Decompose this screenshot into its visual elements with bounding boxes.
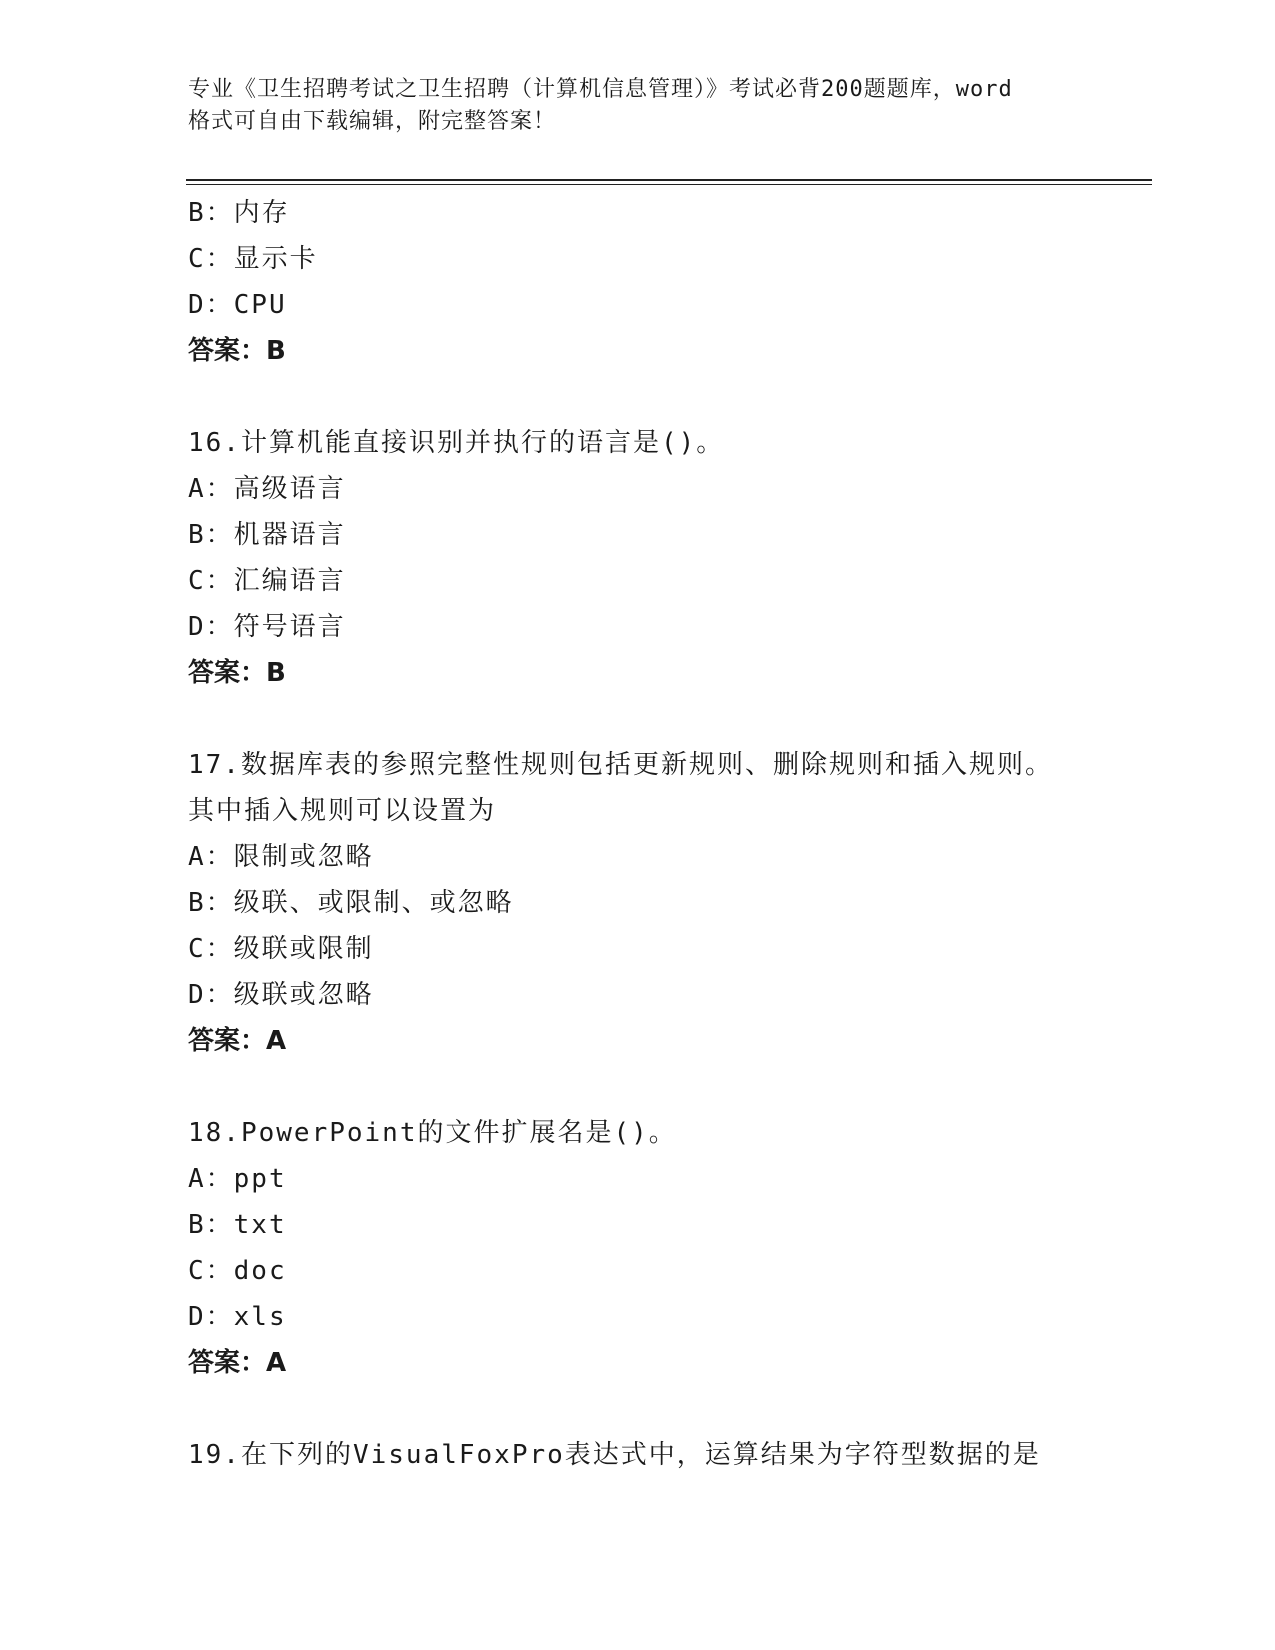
q18-option-c: C：doc	[188, 1256, 287, 1286]
q16-option-c: C：汇编语言	[188, 566, 346, 596]
q16-answer: 答案：B	[188, 658, 286, 688]
q18-option-d: D：xls	[188, 1302, 287, 1332]
q15-answer: 答案：B	[188, 336, 286, 366]
q16-stem: 16.计算机能直接识别并执行的语言是()。	[188, 428, 725, 458]
q16-option-d: D：符号语言	[188, 612, 346, 642]
q18-option-b: B：txt	[188, 1210, 287, 1240]
spacer	[188, 696, 1148, 742]
q17-stem-line-2: 其中插入规则可以设置为	[188, 796, 497, 826]
spacer	[188, 374, 1148, 420]
q15-option-d: D：CPU	[188, 290, 287, 320]
q18-answer: 答案：A	[188, 1348, 287, 1378]
q17-answer: 答案：A	[188, 1026, 287, 1056]
q17-option-a: A：限制或忽略	[188, 842, 374, 872]
q17-option-d: D：级联或忽略	[188, 980, 374, 1010]
q15-option-c: C：显示卡	[188, 244, 318, 274]
question-list	[188, 190, 1148, 1478]
q17-option-c: C：级联或限制	[188, 934, 374, 964]
q16-option-b: B：机器语言	[188, 520, 346, 550]
spacer	[188, 1386, 1148, 1432]
q19-stem: 19.在下列的VisualFoxPro表达式中，运算结果为字符型数据的是	[188, 1440, 1041, 1470]
q16-option-a: A：高级语言	[188, 474, 346, 504]
q15-option-b: B：内存	[188, 198, 290, 228]
header-divider	[186, 179, 1152, 185]
q18-option-a: A：ppt	[188, 1164, 287, 1194]
q18-stem: 18.PowerPoint的文件扩展名是()。	[188, 1118, 677, 1148]
q17-stem-line-1: 17.数据库表的参照完整性规则包括更新规则、删除规则和插入规则。	[188, 750, 1053, 780]
document-header	[188, 74, 1088, 138]
spacer	[188, 1064, 1148, 1110]
header-line-2: 格式可自由下载编辑，附完整答案！	[188, 109, 557, 134]
q17-option-b: B：级联、或限制、或忽略	[188, 888, 514, 918]
header-line-1: 专业《卫生招聘考试之卫生招聘（计算机信息管理）》考试必背200题题库，word	[188, 77, 1013, 102]
